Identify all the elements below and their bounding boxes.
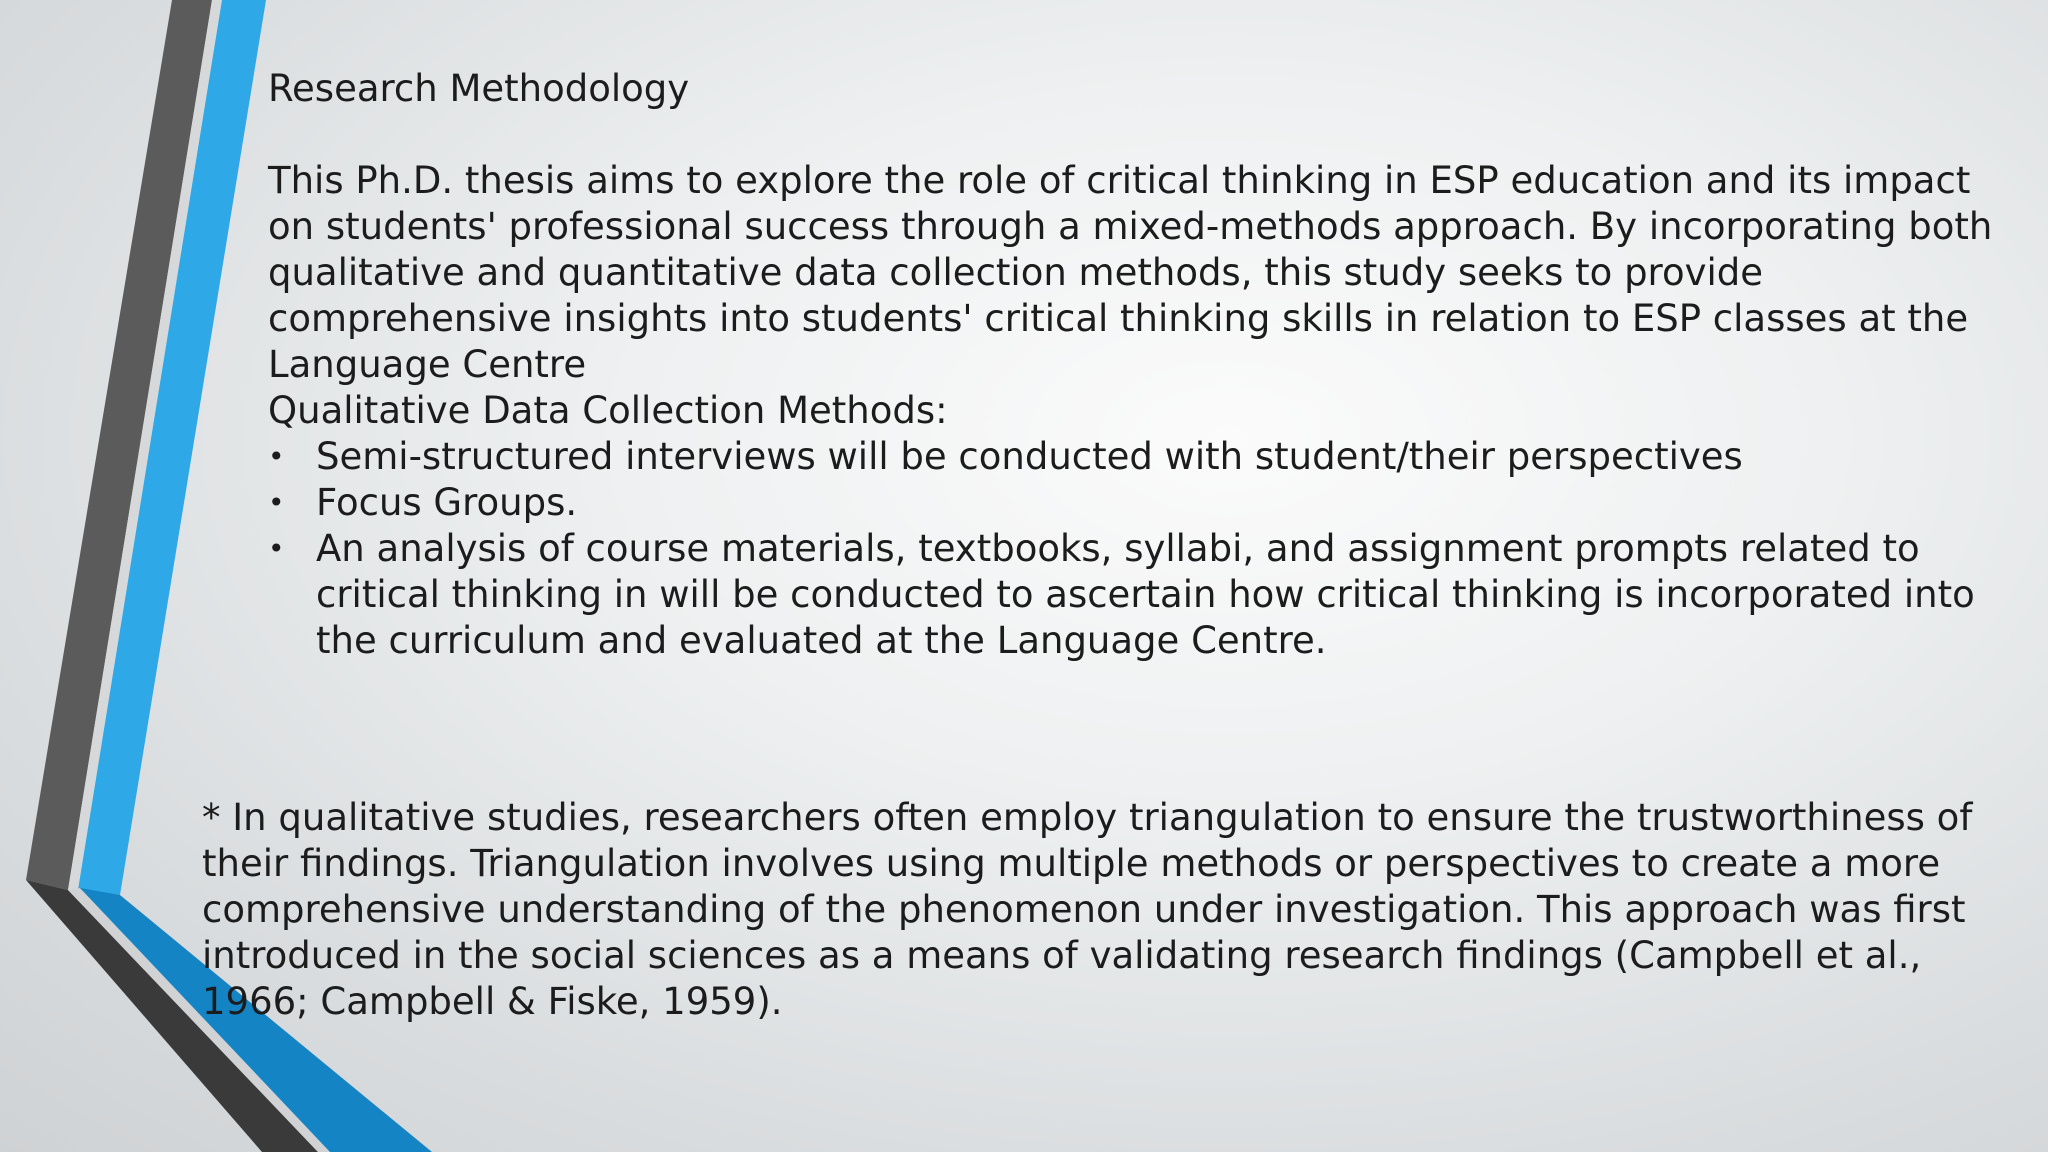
slide-title: Research Methodology — [268, 67, 690, 110]
list-item — [268, 526, 2008, 664]
intro-paragraph: This Ph.D. thesis aims to explore the role of critical thinking in ESP education and its impact on students' professional success through a mixed-methods approach. By incorporating both qualitative and quantitative data collection methods, this study seeks to provide comprehensive insights into students' critical thinking skills in relation to ESP classes at the Language Centre — [268, 159, 1993, 386]
list-item — [268, 480, 2008, 526]
list-item-text: An analysis of course materials, textbooks, syllabi, and assignment prompts related to critical thinking in will be conducted to ascertain how critical thinking is incorporated into the curriculum and evaluated at the Language Centre. — [316, 527, 1975, 662]
bullet-marker: • — [268, 532, 285, 565]
list-item-text: Focus Groups. — [316, 481, 578, 524]
triangulation-footnote: * In qualitative studies, researchers often employ triangulation to ensure the trustworthiness of their findings. Triangulation involves using multiple methods or perspectives to create a more comprehensive understanding of the phenomenon under investigation. This approach was first introduced in the social sciences as a means of validating research findings (Campbell et al., 1966; Campbell & Fiske, 1959). — [202, 796, 1973, 1023]
bullet-marker: • — [268, 486, 285, 519]
list-item — [268, 434, 2008, 480]
methods-bullet-list — [268, 434, 2008, 664]
decor-light-strip — [68, 0, 222, 890]
qualitative-methods-heading: Qualitative Data Collection Methods: — [268, 389, 948, 432]
bullet-marker: • — [268, 440, 285, 473]
list-item-text: Semi-structured interviews will be conducted with student/their perspectives — [316, 435, 1743, 478]
